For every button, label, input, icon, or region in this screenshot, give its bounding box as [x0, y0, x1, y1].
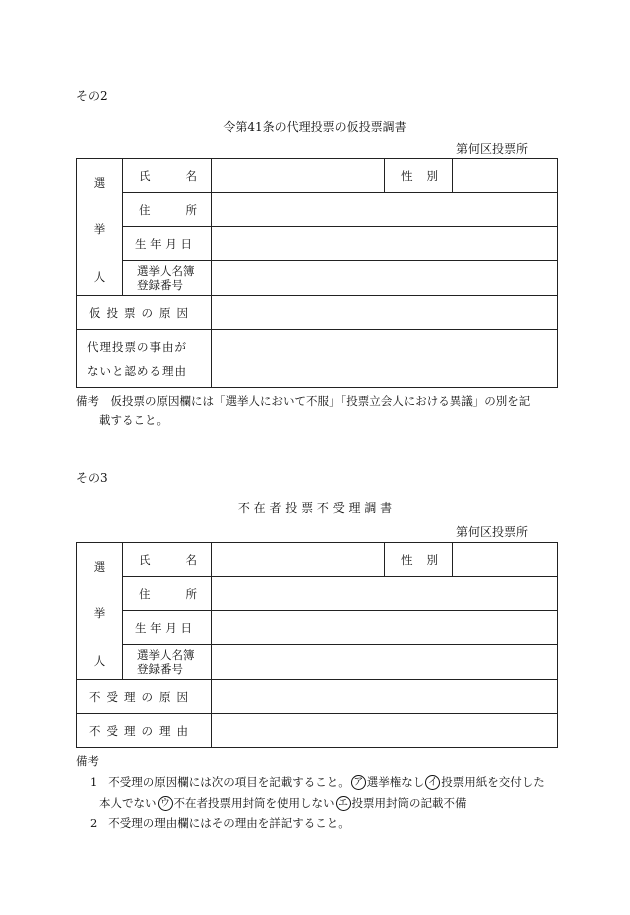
registry-number-label: 選挙人名簿 登録番号: [123, 645, 212, 680]
mark-e: エ: [336, 796, 351, 811]
address-label: 住 所: [123, 577, 212, 611]
section3-remarks-heading: 備考: [76, 754, 99, 768]
birthdate-field[interactable]: [212, 611, 558, 645]
name-field[interactable]: [212, 543, 385, 577]
section2-form-table: [76, 158, 558, 388]
section2-remark: 備考 仮投票の原因欄には「選挙人において不服」「投票立会人における異議」の別を記: [76, 394, 531, 408]
section3-note2: 2 不受理の理由欄にはその理由を詳記すること。: [90, 816, 350, 830]
name-label: 氏 名: [123, 543, 212, 577]
address-label: 住 所: [123, 193, 212, 227]
voter-group-label: 選 挙 人: [77, 543, 123, 680]
registry-number-field[interactable]: [212, 261, 558, 296]
gender-field[interactable]: [453, 543, 558, 577]
gender-label: 性 別: [385, 159, 453, 193]
section3-station: 第何区投票所: [456, 525, 529, 539]
registry-number-label: 選挙人名簿 登録番号: [123, 261, 212, 296]
section3-note1-cont: 本人でない ウ 不在者投票用封筒を使用しない エ 投票用封筒の記載不備: [99, 796, 467, 810]
section2-station: 第何区投票所: [456, 142, 529, 156]
address-field[interactable]: [212, 193, 558, 227]
section2-heading: その2: [76, 89, 108, 103]
rejection-cause-label: 不受理の原因: [77, 680, 212, 714]
mark-i: イ: [425, 775, 440, 790]
birthdate-field[interactable]: [212, 227, 558, 261]
provisional-cause-field[interactable]: [212, 296, 558, 330]
birthdate-label: 生 年 月 日: [123, 227, 212, 261]
mark-u: ウ: [158, 796, 173, 811]
provisional-cause-label: 仮投票の原因: [77, 296, 212, 330]
proxy-reason-field[interactable]: [212, 330, 558, 388]
section3-form-table: [76, 542, 558, 748]
rejection-cause-field[interactable]: [212, 680, 558, 714]
proxy-reason-label: 代理投票の事由が ないと認める理由: [77, 330, 212, 388]
voter-group-label: 選 挙 人: [77, 159, 123, 296]
registry-number-field[interactable]: [212, 645, 558, 680]
section2-remark-cont: 載すること。: [99, 413, 168, 427]
gender-label: 性 別: [385, 543, 453, 577]
gender-field[interactable]: [453, 159, 558, 193]
address-field[interactable]: [212, 577, 558, 611]
section3-title: 不 在 者 投 票 不 受 理 調 書: [237, 501, 393, 515]
rejection-reason-label: 不受理の理由: [77, 714, 212, 748]
birthdate-label: 生 年 月 日: [123, 611, 212, 645]
name-label: 氏 名: [123, 159, 212, 193]
name-field[interactable]: [212, 159, 385, 193]
section3-note1: 1 不受理の原因欄には次の項目を記載すること。 ア 選挙権なし イ 投票用紙を交付した: [90, 775, 545, 789]
section2-title: 令第41条の代理投票の仮投票調書: [223, 120, 407, 134]
rejection-reason-field[interactable]: [212, 714, 558, 748]
section3-heading: その3: [76, 471, 108, 485]
mark-a: ア: [351, 775, 366, 790]
